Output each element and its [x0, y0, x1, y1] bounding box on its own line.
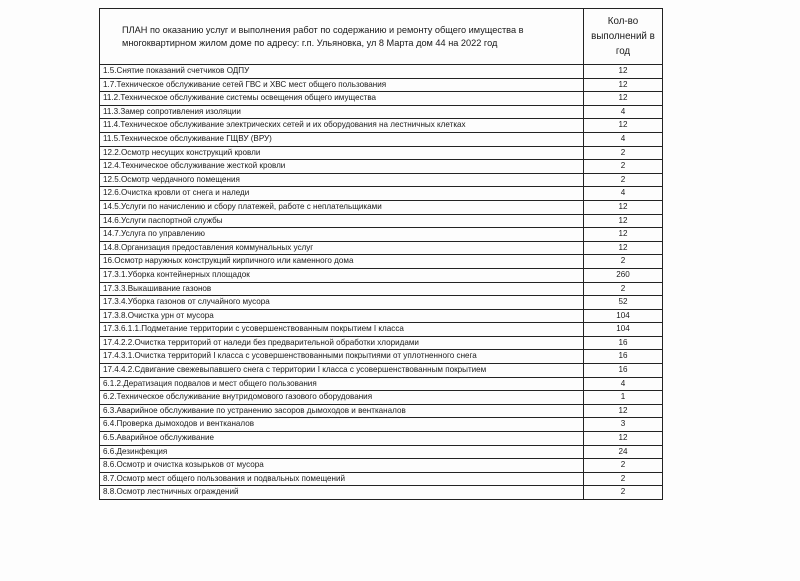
table-row: [100, 486, 663, 500]
table-row: [100, 65, 663, 79]
service-name: 12.4.Техническое обслуживание жесткой кровли: [100, 160, 584, 174]
service-count: 12: [584, 92, 663, 106]
service-name: 11.4.Техническое обслуживание электрических сетей и их оборудования на лестничных клетках: [100, 119, 584, 133]
service-count: 260: [584, 268, 663, 282]
table-row: [100, 418, 663, 432]
table-row: [100, 92, 663, 106]
service-name: 12.5.Осмотр чердачного помещения: [100, 173, 584, 187]
service-name: 17.4.4.2.Сдвигание свежевыпавшего снега с территории I класса с усовершенствованным покрытием: [100, 364, 584, 378]
table-row: [100, 459, 663, 473]
service-name: 17.3.3.Выкашивание газонов: [100, 282, 584, 296]
service-name: 6.4.Проверка дымоходов и вентканалов: [100, 418, 584, 432]
service-name: 11.5.Техническое обслуживание ГЩВУ (ВРУ): [100, 132, 584, 146]
service-count: 104: [584, 309, 663, 323]
service-count: 16: [584, 364, 663, 378]
plan-table: [99, 8, 663, 500]
table-row: [100, 146, 663, 160]
service-count: 2: [584, 459, 663, 473]
service-count: 3: [584, 418, 663, 432]
table-row: [100, 364, 663, 378]
table-row: [100, 228, 663, 242]
table-row: [100, 268, 663, 282]
plan-title-line-1: ПЛАН по оказанию услуг и выполнения работ по содержанию и ремонту общего имущества в: [122, 24, 524, 35]
service-count: 2: [584, 486, 663, 500]
service-count: 12: [584, 200, 663, 214]
table-row: [100, 214, 663, 228]
table-header-row: [100, 9, 663, 65]
service-count: 2: [584, 146, 663, 160]
service-count: 12: [584, 119, 663, 133]
service-name: 8.6.Осмотр и очистка козырьков от мусора: [100, 459, 584, 473]
table-row: [100, 173, 663, 187]
service-count: 2: [584, 255, 663, 269]
service-count: 2: [584, 160, 663, 174]
service-name: 6.3.Аварийное обслуживание по устранению засоров дымоходов и вентканалов: [100, 404, 584, 418]
service-count: 104: [584, 323, 663, 337]
table-row: [100, 350, 663, 364]
service-count: 12: [584, 241, 663, 255]
service-name: 16.Осмотр наружных конструкций кирпичного или каменного дома: [100, 255, 584, 269]
service-count: 4: [584, 132, 663, 146]
table-row: [100, 119, 663, 133]
service-count: 12: [584, 404, 663, 418]
service-name: 17.3.1.Уборка контейнерных площадок: [100, 268, 584, 282]
table-row: [100, 255, 663, 269]
service-count: 12: [584, 432, 663, 446]
service-name: 12.6.Очистка кровли от снега и наледи: [100, 187, 584, 201]
service-name: 8.7.Осмотр мест общего пользования и подвальных помещений: [100, 472, 584, 486]
service-name: 11.2.Техническое обслуживание системы освещения общего имущества: [100, 92, 584, 106]
service-count: 16: [584, 350, 663, 364]
service-name: 1.7.Техническое обслуживание сетей ГВС и ХВС мест общего пользования: [100, 78, 584, 92]
plan-title-line-2: многоквартирном жилом доме по адресу: г.п. Ульяновка, ул 8 Марта дом 44 на 2022 год: [122, 37, 498, 48]
table-row: [100, 187, 663, 201]
plan-title: [100, 9, 584, 65]
service-name: 14.8.Организация предоставления коммунальных услуг: [100, 241, 584, 255]
service-count: 12: [584, 65, 663, 79]
table-row: [100, 323, 663, 337]
service-name: 17.4.3.1.Очистка территорий I класса с усовершенствованными покрытиями от уплотненного снега: [100, 350, 584, 364]
table-row: [100, 241, 663, 255]
service-name: 14.5.Услуги по начислению и сбору платежей, работе с неплательщиками: [100, 200, 584, 214]
service-count: 12: [584, 214, 663, 228]
service-count: 24: [584, 445, 663, 459]
service-name: 17.3.6.1.1.Подметание территории с усовершенствованным покрытием I класса: [100, 323, 584, 337]
service-name: 14.7.Услуга по управлению: [100, 228, 584, 242]
service-name: 17.4.2.2.Очистка территорий от наледи без предварительной обработки хлоридами: [100, 336, 584, 350]
plan-table-body: [100, 9, 663, 500]
service-count: 16: [584, 336, 663, 350]
service-name: 12.2.Осмотр несущих конструкций кровли: [100, 146, 584, 160]
service-count: 12: [584, 78, 663, 92]
service-count: 2: [584, 472, 663, 486]
service-count: 4: [584, 377, 663, 391]
service-name: 6.2.Техническое обслуживание внутридомового газового оборудования: [100, 391, 584, 405]
service-name: 17.3.8.Очистка урн от мусора: [100, 309, 584, 323]
service-count: 2: [584, 173, 663, 187]
service-name: 1.5.Снятие показаний счетчиков ОДПУ: [100, 65, 584, 79]
service-name: 6.1.2.Дератизация подвалов и мест общего пользования: [100, 377, 584, 391]
service-count: 52: [584, 296, 663, 310]
table-row: [100, 391, 663, 405]
table-row: [100, 105, 663, 119]
table-row: [100, 282, 663, 296]
service-name: 6.6.Дезинфекция: [100, 445, 584, 459]
service-name: 8.8.Осмотр лестничных ограждений: [100, 486, 584, 500]
service-count: 4: [584, 187, 663, 201]
service-name: 17.3.4.Уборка газонов от случайного мусора: [100, 296, 584, 310]
service-name: 14.6.Услуги паспортной службы: [100, 214, 584, 228]
service-count: 12: [584, 228, 663, 242]
service-count: 1: [584, 391, 663, 405]
table-row: [100, 472, 663, 486]
service-name: 6.5.Аварийное обслуживание: [100, 432, 584, 446]
table-row: [100, 200, 663, 214]
table-row: [100, 432, 663, 446]
table-row: [100, 404, 663, 418]
service-count: 4: [584, 105, 663, 119]
table-row: [100, 78, 663, 92]
table-row: [100, 336, 663, 350]
table-row: [100, 377, 663, 391]
table-row: [100, 160, 663, 174]
table-row: [100, 296, 663, 310]
table-row: [100, 445, 663, 459]
service-name: 11.3.Замер сопротивления изоляции: [100, 105, 584, 119]
table-row: [100, 132, 663, 146]
count-column-header: Кол-во выполнений в год: [584, 9, 663, 65]
table-row: [100, 309, 663, 323]
service-count: 2: [584, 282, 663, 296]
